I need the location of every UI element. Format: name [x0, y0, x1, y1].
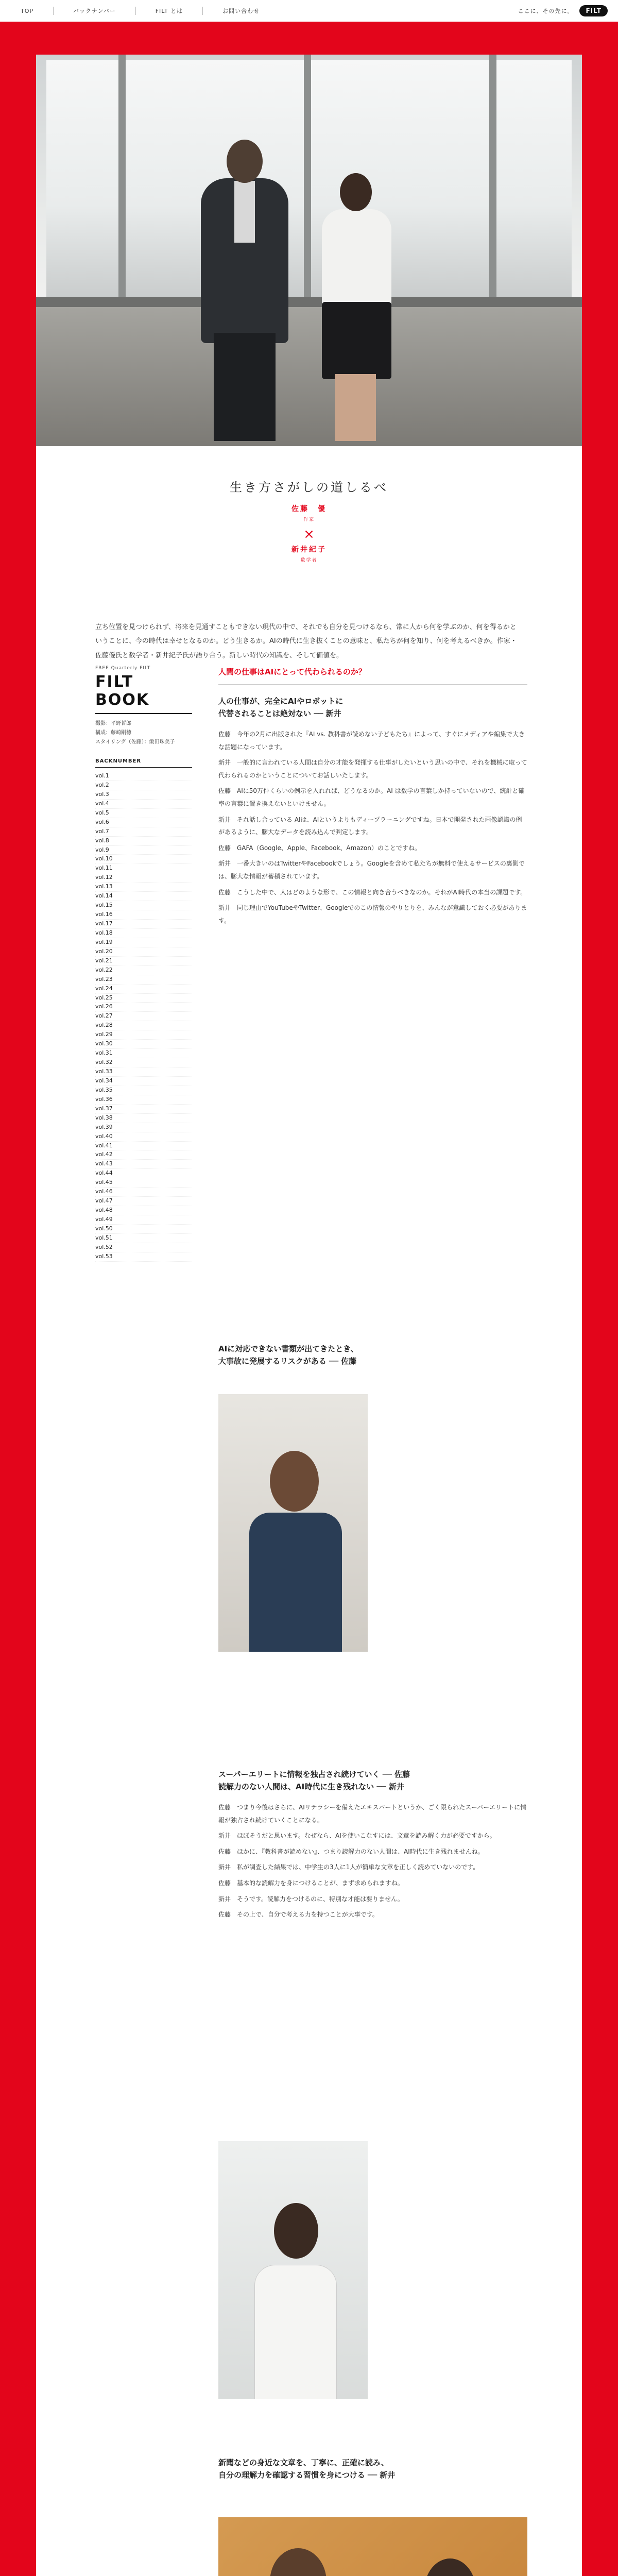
top-navigation [0, 0, 618, 22]
dialogue-paragraph: 新井 一番大きいのはTwitterやFacebookでしょう。Googleを含めて私たちが無料で使えるサービスの裏側では、膨大な情報が蓄積されています。 [218, 860, 525, 880]
filt-book-logo[interactable]: FILT BOOK [95, 673, 150, 709]
section-4 [218, 2456, 527, 2481]
backnumber-link[interactable]: vol.34 [95, 1077, 192, 1086]
backnumber-link[interactable]: vol.19 [95, 938, 192, 947]
credit-line: スタイリング（佐藤）：飯田珠美子 [95, 739, 175, 745]
floor [36, 307, 582, 446]
guest2-role: 数学者 [300, 558, 318, 563]
backnumber-link[interactable]: vol.14 [95, 892, 192, 901]
dialogue-paragraph: 新井 そうです。読解力をつけるのに、特別な才能は要りません。 [218, 1895, 404, 1903]
sidebar [95, 666, 192, 1262]
backnumber-link[interactable]: vol.4 [95, 800, 192, 809]
article-lead: 立ち位置を見つけられず、将来を見通すこともできない現代の中で、それでも自分を見つけるなら、常に人から何を学ぶのか、何を得るかということに、今の時代は幸せとなるのか。どう生きるか。AIの時代に生き抜くことの意味と、私たちが何を知り、何を考えるべきか。作家・佐藤優氏と数学者・新井紀子氏が語り合う。新しい時代の知識を、そして価値を。 [95, 623, 517, 659]
dialogue-paragraph: 新井 同じ理由でYouTubeやTwitter、Googleでのこの情報のやりとりを、みんなが意識しておく必要があります。 [218, 904, 527, 924]
nav-links [0, 0, 260, 22]
backnumber-link[interactable]: vol.12 [95, 873, 192, 883]
backnumber-link[interactable]: vol.38 [95, 1114, 192, 1123]
man-legs [214, 333, 276, 441]
dialogue-paragraph: 新井 私が調査した結果では、中学生の3人に1人が簡単な文章を正しく読めていないのです。 [218, 1863, 479, 1871]
backnumber-link[interactable]: vol.53 [95, 1252, 192, 1262]
section-body [218, 728, 527, 927]
backnumber-link[interactable]: vol.46 [95, 1188, 192, 1197]
arai-head [274, 2203, 318, 2259]
cross-mark: × [303, 527, 315, 542]
backnumber-link[interactable]: vol.41 [95, 1142, 192, 1151]
backnumber-link[interactable]: vol.33 [95, 1067, 192, 1077]
hero-photo [36, 55, 582, 446]
section-1 [218, 666, 527, 930]
woman-legs [335, 374, 376, 441]
sato-head [270, 1451, 319, 1512]
nav-divider [53, 7, 54, 15]
window-frame [489, 55, 496, 323]
guest1-role: 作家 [303, 517, 315, 522]
dialogue-paragraph: 新井 それ話し合っている AIは、AIというよりもディープラーニングですね。日本で開発された画像認識の例があるように、膨大なデータを読み込んで判定します。 [218, 816, 522, 836]
backnumber-rule [95, 767, 192, 768]
divider [218, 684, 527, 685]
backnumber-link[interactable]: vol.24 [95, 985, 192, 994]
duo-photo [218, 2517, 527, 2576]
backnumber-link[interactable]: vol.36 [95, 1095, 192, 1105]
backnumber-link[interactable]: vol.23 [95, 975, 192, 985]
backnumber-link[interactable]: vol.47 [95, 1197, 192, 1206]
backnumber-link[interactable]: vol.17 [95, 920, 192, 929]
woman-skirt [322, 302, 391, 379]
backnumber-link[interactable]: vol.40 [95, 1132, 192, 1142]
backnumber-link[interactable]: vol.8 [95, 837, 192, 846]
backnumber-link[interactable]: vol.6 [95, 818, 192, 827]
article-frame [36, 55, 582, 2576]
window-frame [118, 55, 126, 323]
site-tagline: ここに、その先に。 [518, 8, 574, 14]
backnumber-link[interactable]: vol.22 [95, 966, 192, 975]
section-heading: スーパーエリートに情報を独占され続けていく ── 佐藤 読解力のない人間は、AI時代に生き残れない ── 新井 [218, 1770, 410, 1791]
window-sill [36, 297, 582, 307]
backnumber-list [95, 772, 192, 1262]
dialogue-paragraph: 佐藤 基本的な読解力を身につけることが、まず求められますね。 [218, 1879, 404, 1887]
backnumber-link[interactable]: vol.5 [95, 809, 192, 818]
arai-portrait-photo [218, 2141, 368, 2399]
backnumber-link[interactable]: vol.29 [95, 1030, 192, 1040]
nav-top-link[interactable]: TOP [21, 7, 34, 14]
dialogue-paragraph: 佐藤 ほかに、『教科書が読めない』、つまり読解力のない人間は、AI時代に生き残れませんね。 [218, 1848, 484, 1855]
credits [95, 719, 192, 747]
credit-line: 撮影：平野哲郎 [95, 721, 131, 726]
dialogue-paragraph: 佐藤 つまり今後はさらに、AIリテラシーを備えたエキスパートというか、ごく限られたスーパーエリートに情報が独占され続けていくことになる。 [218, 1804, 527, 1824]
dialogue-paragraph: 佐藤 その上で、自分で考える力を持つことが大事です。 [218, 1911, 379, 1919]
guest1-name: 佐藤 優 [291, 505, 327, 513]
section-heading: 人の仕事が、完全にAIやロボットに 代替されることは絶対ない ── 新井 [218, 697, 344, 718]
backnumber-link[interactable]: vol.27 [95, 1012, 192, 1021]
backnumber-link[interactable]: vol.2 [95, 781, 192, 790]
backnumber-heading: BACKNUMBER [95, 758, 142, 764]
nav-right [518, 5, 618, 16]
sato-body [249, 1513, 342, 1652]
nav-contact-link[interactable]: お問い合わせ [222, 8, 260, 14]
guest2-name: 新井紀子 [291, 546, 327, 554]
backnumber-link[interactable]: vol.49 [95, 1215, 192, 1225]
article-header [36, 477, 582, 563]
section-heading: 新聞などの身近な文章を、丁寧に、正確に読み、 自分の理解力を確認する習慣を身につける ── 新井 [218, 2458, 396, 2480]
backnumber-link[interactable]: vol.44 [95, 1169, 192, 1178]
backnumber-link[interactable]: vol.10 [95, 855, 192, 864]
credit-line: 構成：藤崎剛徳 [95, 730, 131, 736]
backnumber-link[interactable]: vol.35 [95, 1086, 192, 1095]
backnumber-link[interactable]: vol.18 [95, 929, 192, 938]
backnumber-link[interactable]: vol.50 [95, 1225, 192, 1234]
dialogue-paragraph: 佐藤 こうした中で、人はどのような形で、この情報と向き合うべきなのか。それがAI時代の本当の課題です。 [218, 888, 527, 896]
backnumber-link[interactable]: vol.13 [95, 883, 192, 892]
backnumber-link[interactable]: vol.45 [95, 1178, 192, 1188]
woman-figure [322, 209, 391, 312]
backnumber-link[interactable]: vol.37 [95, 1105, 192, 1114]
article-title: 生き方さがしの道しるべ [230, 480, 388, 495]
backnumber-link[interactable]: vol.30 [95, 1040, 192, 1049]
section-body [218, 1801, 527, 1921]
backnumber-link[interactable]: vol.48 [95, 1206, 192, 1215]
backnumber-link[interactable]: vol.3 [95, 790, 192, 800]
man-head [227, 140, 263, 183]
backnumber-link[interactable]: vol.7 [95, 827, 192, 837]
backnumber-link[interactable]: vol.11 [95, 864, 192, 873]
backnumber-link[interactable]: vol.43 [95, 1160, 192, 1169]
backnumber-link[interactable]: vol.39 [95, 1123, 192, 1132]
sidebar-rule [95, 713, 192, 714]
backnumber-link[interactable]: vol.15 [95, 901, 192, 910]
backnumber-link[interactable]: vol.9 [95, 846, 192, 855]
dialogue-paragraph: 佐藤 今年の2月に出版された『AI vs. 教科書が読めない子どもたち』によって、すぐにメディアや編集で大きな話題になっています。 [218, 731, 525, 751]
backnumber-link[interactable]: vol.32 [95, 1058, 192, 1067]
backnumber-link[interactable]: vol.52 [95, 1243, 192, 1252]
nav-divider [202, 7, 203, 15]
dialogue-paragraph: 佐藤 AIに50万件くらいの例示を入れれば、どうなるのか。AI は数学の言葉しか持っていないので、統計と確率の言葉に置き換えないといけません。 [218, 787, 525, 807]
section-3 [218, 1768, 527, 1924]
sidebar-kicker: FREE Quarterly FILT [95, 666, 151, 671]
dialogue-paragraph: 新井 一般的に言われている人間は自分の才能を発揮する仕事がしたいという思いの中で、それを機械に取って代わられるのかということについてお話しいたします。 [218, 759, 527, 779]
backnumber-link[interactable]: vol.28 [95, 1021, 192, 1030]
nav-divider [135, 7, 136, 15]
arai-body [254, 2265, 337, 2399]
backnumber-link[interactable]: vol.51 [95, 1234, 192, 1243]
backnumber-link[interactable]: vol.16 [95, 910, 192, 920]
section-2 [218, 1343, 527, 1367]
dialogue-paragraph: 佐藤 GAFA（Google、Apple、Facebook、Amazon）のことですね。 [218, 844, 421, 852]
window-frame [304, 55, 311, 323]
backnumber-link[interactable]: vol.21 [95, 957, 192, 966]
backnumber-link[interactable]: vol.42 [95, 1150, 192, 1160]
site-logo[interactable]: FILT [579, 5, 608, 16]
section-kicker: 人間の仕事はAIにとって代わられるのか？ [218, 667, 366, 676]
photo-background [218, 2517, 527, 2576]
section-heading: AIに対応できない書類が出てきたとき、 大事故に発展するリスクがある ── 佐藤 [218, 1344, 358, 1366]
backnumber-link[interactable]: vol.31 [95, 1049, 192, 1058]
dialogue-paragraph: 新井 ほぼそうだと思います。なぜなら、AIを使いこなすには、文章を読み解く力が必要ですから。 [218, 1832, 496, 1840]
sato-portrait-photo [218, 1394, 368, 1652]
backnumber-link[interactable]: vol.25 [95, 994, 192, 1003]
nav-about-link[interactable]: FILT とは [155, 8, 183, 14]
man-shirt [234, 181, 255, 243]
woman-head [340, 173, 372, 211]
backnumber-link[interactable]: vol.1 [95, 772, 192, 781]
nav-backnumber-link[interactable]: バックナンバー [73, 8, 116, 14]
backnumber-link[interactable]: vol.20 [95, 947, 192, 957]
backnumber-link[interactable]: vol.26 [95, 1003, 192, 1012]
